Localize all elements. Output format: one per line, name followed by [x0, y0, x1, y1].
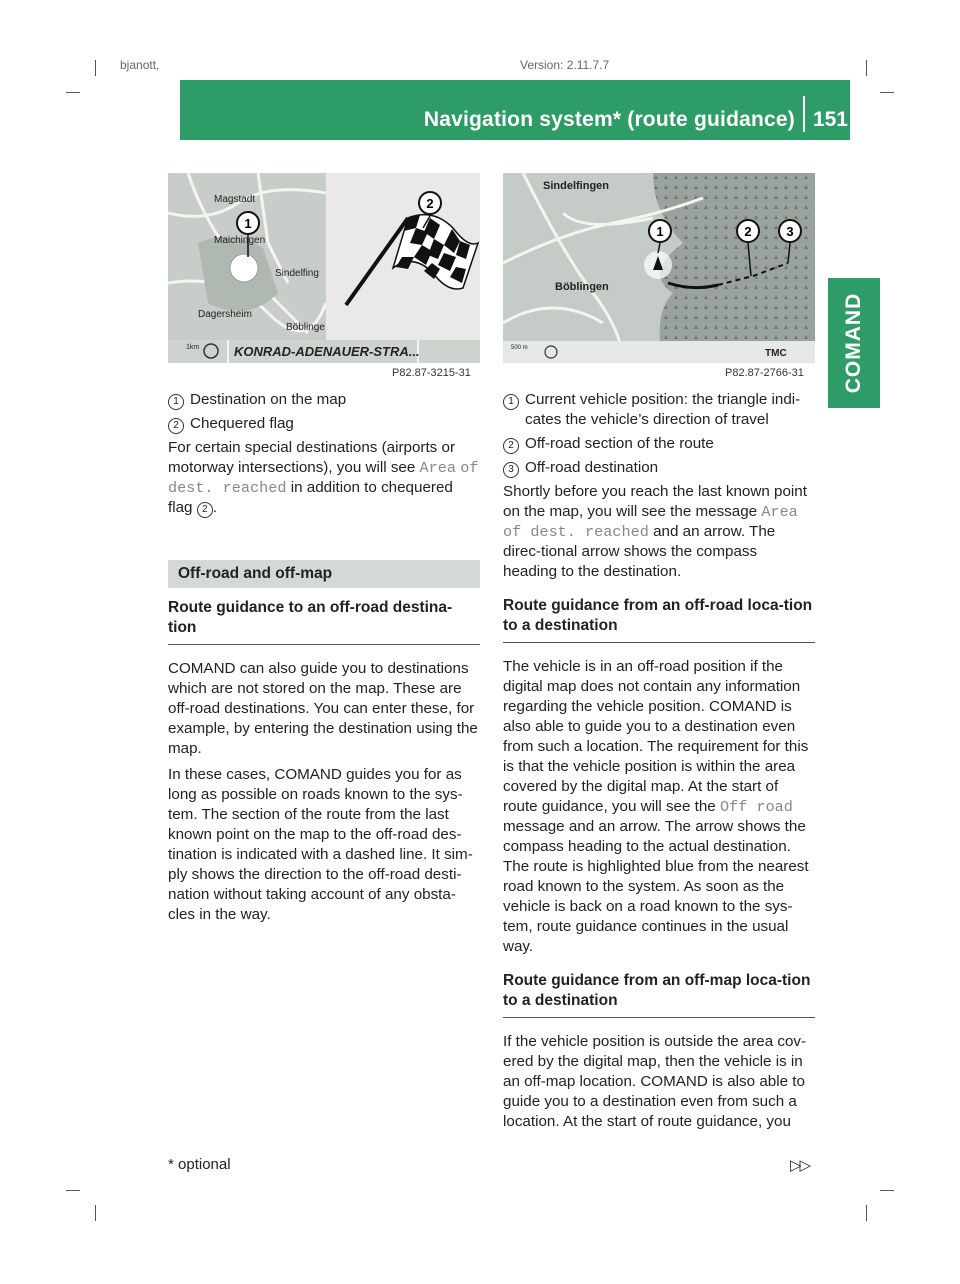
display-message: of dest. reached	[168, 459, 479, 497]
crop-mark	[95, 60, 96, 76]
display-message: Area	[419, 459, 457, 477]
crop-mark	[880, 1190, 894, 1191]
destination-marker-icon	[230, 254, 258, 282]
paragraph	[503, 657, 815, 957]
map-scale-label: 1km	[186, 344, 200, 351]
text-run: .	[212, 499, 217, 516]
chapter-tab-label: COMAND	[842, 292, 865, 394]
figure-code: P82.87-2766-31	[725, 367, 804, 379]
destination-map-figure	[168, 173, 480, 363]
subheading: Route guidance from an off-road loca-tion to a destination	[503, 596, 815, 643]
continue-arrows-icon: ▷▷	[790, 1157, 810, 1174]
street-name: KONRAD-ADENAUER-STRA...	[234, 344, 420, 359]
item-number: 2	[168, 418, 184, 434]
right-column	[503, 390, 815, 1138]
page-title: Navigation system* (route guidance)	[423, 108, 795, 131]
map-scale-label: 500 m	[511, 345, 528, 351]
crop-mark	[880, 92, 894, 93]
item-text: Off-road destination	[525, 459, 659, 476]
item-text: Destination on the map	[190, 391, 347, 408]
print-meta-right: Version: 2.11.7.7	[520, 58, 610, 72]
text-run: and an arrow. The direc-tional arrow shows the compass heading to the destination.	[503, 523, 776, 580]
figure-code: P82.87-3215-31	[392, 367, 471, 379]
callout-number: 1	[656, 224, 664, 239]
crop-mark	[66, 1190, 80, 1191]
list-item	[503, 458, 815, 478]
list-item	[503, 390, 815, 430]
callout-number: 2	[426, 196, 434, 211]
print-meta-left: bjanott,	[120, 58, 160, 72]
list-item	[503, 434, 815, 454]
text-run: Shortly before you reach the last known point on the map, you will see the message	[503, 483, 807, 520]
header-divider	[803, 96, 805, 132]
item-number: 3	[503, 462, 519, 478]
crop-mark	[866, 1205, 867, 1221]
display-message: Off road	[720, 798, 793, 816]
text-run: in addition to chequered flag	[168, 479, 453, 516]
display-message: Area	[761, 503, 798, 521]
page-number: 151	[812, 108, 848, 131]
offroad-map-figure	[503, 173, 815, 363]
item-text: Current vehicle position: the triangle indi-cates the vehicle’s direction of travel	[525, 391, 801, 428]
footnote: * optional	[168, 1156, 231, 1173]
list-item	[168, 390, 480, 410]
section-heading: Off-road and off-map	[168, 560, 480, 588]
paragraph: In these cases, COMAND guides you for as long as possible on roads known to the sys-tem. The section of the route from the last known point on the map to the off-road des-tination is indicated with a dashed line. It sim-ply shows the direction to the off-road desti-nation without taking account of any obsta-cles in the way.	[168, 766, 473, 923]
tmc-label: TMC	[765, 348, 787, 359]
paragraph	[503, 482, 815, 582]
paragraph: COMAND can also guide you to destinations which are not stored on the map. These are off-road destinations. You can enter these, for example, by entering the destination using the map.	[168, 660, 478, 757]
paragraph	[168, 438, 480, 518]
item-number: 2	[197, 502, 213, 518]
crop-mark	[866, 60, 867, 76]
display-message: of dest. reached	[503, 523, 649, 541]
list-item	[168, 414, 480, 434]
place-label: Sindelfingen	[543, 180, 609, 192]
chapter-tab	[828, 278, 880, 408]
place-label: Böblingen	[555, 281, 609, 293]
item-number: 1	[503, 394, 519, 410]
text-run: message and an arrow. The arrow shows the compass heading to the actual destination. The route is highlighted blue from the nearest road known to the system. As soon as the vehicle is back on a road known to the sys-tem, route guidance continues in the usual way.	[503, 818, 809, 955]
text-run: The vehicle is in an off-road position if the digital map does not contain any information regarding the vehicle position. COMAND is also able to guide you to a destination even from such a location. The requirement for this is that the vehicle position is within the area covered by the digital map. At the start of route guidance, you will see the	[503, 658, 809, 815]
callout-number: 1	[244, 216, 252, 231]
item-text: Off-road section of the route	[525, 435, 714, 452]
paragraph: If the vehicle position is outside the area cov-ered by the digital map, then the vehicle is in an off-map location. COMAND is also able to guide you to a destination even from such a location. At the start of route guidance, you	[503, 1033, 807, 1130]
callout-number: 2	[744, 224, 752, 239]
page-header	[180, 80, 850, 140]
place-label: Maichingen	[214, 235, 266, 246]
callout-number: 3	[786, 224, 794, 239]
item-text: Chequered flag	[190, 415, 294, 432]
crop-mark	[66, 92, 80, 93]
place-label: Sindelfing	[275, 268, 319, 279]
place-label: Magstadt	[214, 194, 256, 205]
subheading: Route guidance from an off-map loca-tion to a destination	[503, 971, 815, 1018]
subheading: Route guidance to an off-road destina-tion	[168, 598, 480, 645]
place-label: Dagersheim	[198, 309, 252, 320]
place-label: Böblinge	[286, 322, 325, 333]
item-number: 1	[168, 394, 184, 410]
left-column	[168, 390, 480, 931]
off-map-area	[653, 173, 815, 363]
text-run: For certain special destinations (airports or motorway intersections), you will see	[168, 439, 455, 476]
item-number: 2	[503, 438, 519, 454]
crop-mark	[95, 1205, 96, 1221]
